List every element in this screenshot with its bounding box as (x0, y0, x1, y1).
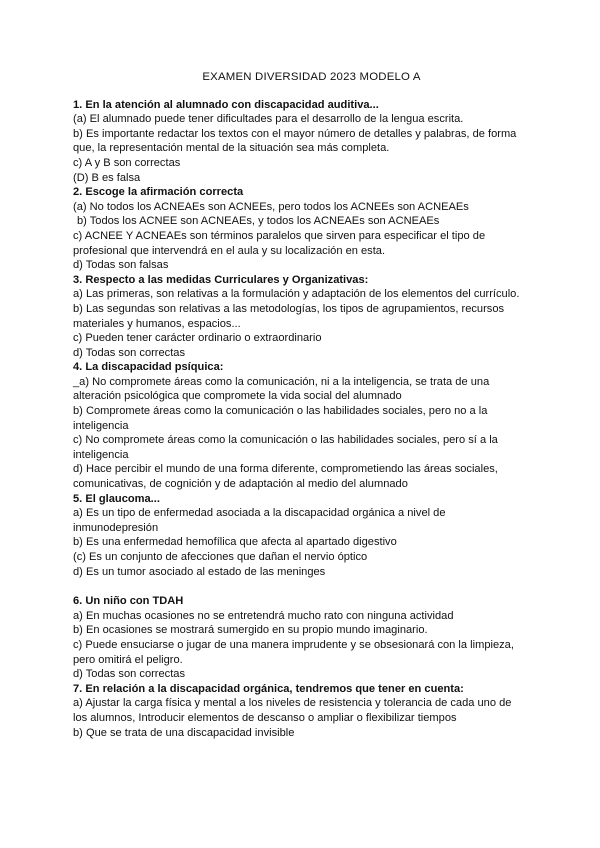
answer-line: a) Ajustar la carga física y mental a los niveles de resistencia y tolerancia de cada uno de (73, 697, 512, 710)
answer-line: b) Compromete áreas como la comunicación o las habilidades sociales, pero no a la (73, 405, 488, 418)
answer-line: profesional que intervendrá en el aula y su localización en esta. (73, 244, 386, 257)
answer-line: (a) El alumnado puede tener dificultades para el desarrollo de la lengua escrita. (73, 113, 464, 126)
answer-line: b) Es una enfermedad hemofílica que afecta al apartado digestivo (73, 536, 397, 549)
answer-line: inteligencia (73, 448, 129, 461)
question-3 (73, 273, 540, 361)
question-2 (73, 185, 540, 273)
answer-line: d) Todas son falsas (73, 259, 169, 272)
answer-line: comunicativas, de cognición y de adaptación al medio del alumnado (73, 478, 408, 491)
answer-line: a) Es un tipo de enfermedad asociada a la discapacidad orgánica a nivel de (73, 507, 446, 520)
answer-line: d) Es un tumor asociado al estado de las meninges (73, 565, 326, 578)
question-7 (73, 682, 540, 740)
question-heading: 5. El glaucoma... (73, 492, 160, 505)
answer-line: (a) No todos los ACNEAEs son ACNEEs, pero todos los ACNEEs son ACNEAEs (73, 200, 469, 213)
answer-line: que, la representación mental de la situación sea más completa. (73, 142, 390, 155)
question-6 (73, 594, 540, 682)
document-title: EXAMEN DIVERSIDAD 2023 MODELO A (202, 71, 421, 83)
question-heading: 2. Escoge la afirmación correcta (73, 186, 244, 199)
answer-line: inmunodepresión (73, 521, 159, 534)
answer-line: a) Las primeras, son relativas a la formulación y adaptación de los elementos del currículo. (73, 288, 520, 301)
question-4 (73, 360, 540, 491)
answer-line: inteligencia (73, 419, 129, 432)
answer-line: _a) No compromete áreas como la comunicación, ni a la inteligencia, se trata de una (73, 375, 490, 388)
answer-line: los alumnos, Introducir elementos de descanso o ampliar o flexibilizar tiempos (73, 711, 457, 724)
answer-line: b) Todos los ACNEE son ACNEAEs, y todos los ACNEAEs son ACNEAEs (77, 215, 440, 228)
answer-line: d) Todas son correctas (73, 346, 186, 359)
answer-line: c) Puede ensuciarse o jugar de una manera imprudente y se obsesionará con la limpieza, (73, 638, 514, 651)
answer-line: pero omitirá el peligro. (73, 653, 183, 666)
answer-line: c) A y B son correctas (73, 156, 181, 169)
answer-line: b) Es importante redactar los textos con el mayor número de detalles y palabras, de forma (73, 127, 517, 140)
question-heading: 3. Respecto a las medidas Curriculares y Organizativas: (73, 273, 369, 286)
answer-line: c) ACNEE Y ACNEAEs son términos paralelos que sirven para especificar el tipo de (73, 229, 486, 242)
answer-line: d) Hace percibir el mundo de una forma diferente, comprometiendo las áreas sociales, (73, 463, 498, 476)
question-heading: 7. En relación a la discapacidad orgánica, tendremos que tener en cuenta: (73, 682, 464, 695)
answer-line: b) Que se trata de una discapacidad invisible (73, 726, 295, 739)
answer-line: a) En muchas ocasiones no se entretendrá mucho rato con ninguna actividad (73, 609, 454, 622)
answer-line: (D) B es falsa (73, 171, 141, 184)
answer-line: c) No compromete áreas como la comunicación o las habilidades sociales, pero sí a la (73, 434, 498, 447)
question-heading: 6. Un niño con TDAH (73, 595, 184, 608)
answer-line: materiales y humanos, espacios... (73, 317, 241, 330)
answer-line: c) Pueden tener carácter ordinario o extraordinario (73, 332, 322, 345)
answer-line: alteración psicológica que compromete la vida social del alumnado (73, 390, 402, 403)
answer-line: (c) Es un conjunto de afecciones que dañan el nervio óptico (73, 551, 368, 563)
question-heading: 1. En la atención al alumnado con discapacidad auditiva... (73, 98, 379, 111)
answer-line: d) Todas son correctas (73, 668, 186, 681)
question-1 (73, 98, 540, 186)
answer-line: b) Las segundas son relativas a las metodologías, los tipos de agrupamientos, recursos (73, 302, 505, 315)
answer-line: b) En ocasiones se mostrará sumergido en su propio mundo imaginario. (73, 624, 428, 637)
question-heading: 4. La discapacidad psíquica: (73, 361, 224, 374)
question-5 (73, 492, 540, 580)
